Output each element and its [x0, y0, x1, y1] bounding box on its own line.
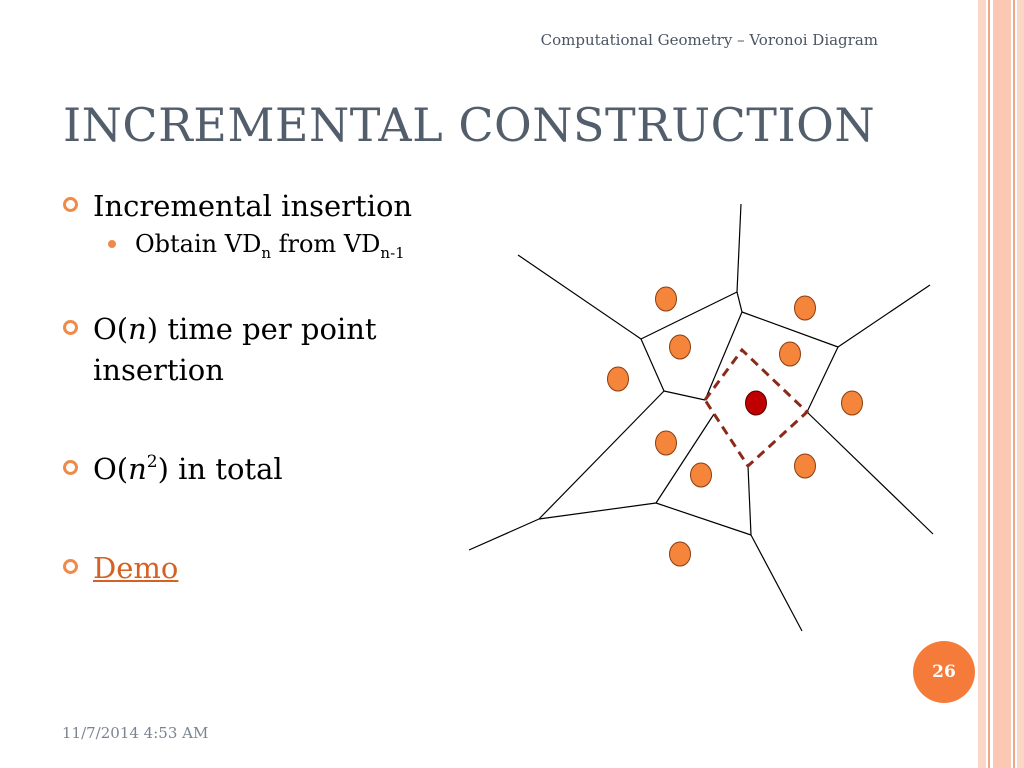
sub-bullet-dot-icon [108, 240, 116, 248]
bullet-incremental-insertion: Incremental insertion [63, 186, 483, 227]
bullet-marker-icon [63, 320, 78, 335]
page-number-badge: 26 [913, 641, 975, 703]
sub-bullet-obtain-vd: Obtain $VD_n$ from $VD_{n-1}$ [63, 227, 483, 261]
slide-title: INCREMENTAL CONSTRUCTION [63, 98, 876, 152]
voronoi-diagram [460, 195, 940, 640]
bullet-list [63, 186, 483, 589]
footer-date: 11/7/2014 4:53 AM [62, 724, 209, 742]
bullet-marker-icon [63, 460, 78, 475]
bullet-time-per-point: O(n) time per point insertion [63, 309, 483, 391]
decorative-border [978, 0, 1024, 768]
new-site-point [746, 391, 767, 415]
slide-header: Computational Geometry – Voronoi Diagram [540, 31, 878, 49]
bullet-demo [63, 548, 483, 589]
bullet-total-time: $O(n^2)$ in total [63, 449, 483, 490]
demo-link[interactable]: Demo [93, 551, 179, 585]
bullet-marker-icon [63, 559, 78, 574]
bullet-marker-icon [63, 197, 78, 212]
voronoi-edges [469, 204, 933, 631]
